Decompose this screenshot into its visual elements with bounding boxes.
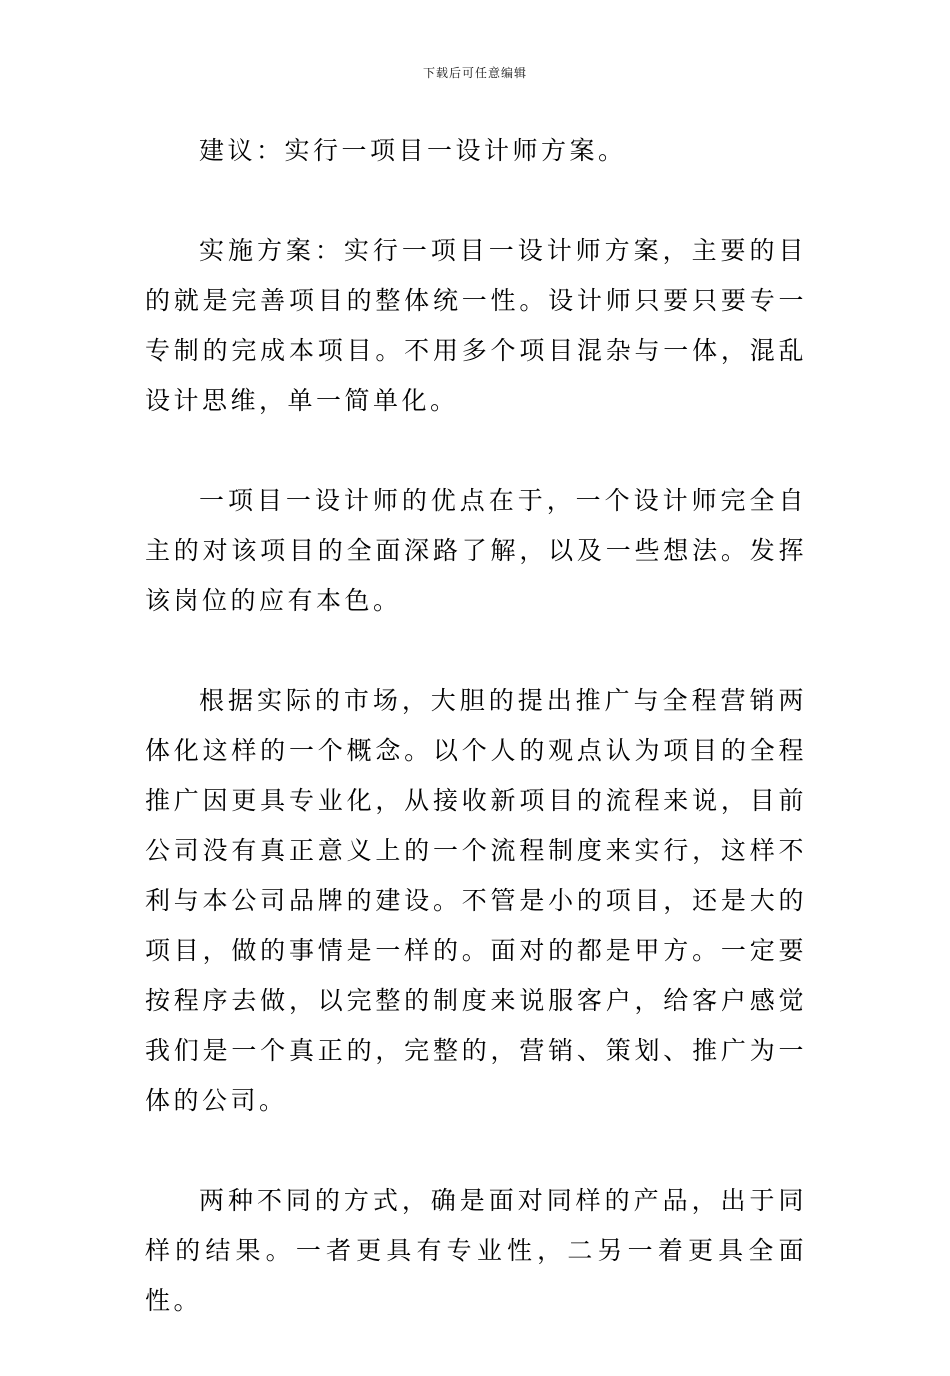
paragraph-conclusion: 两种不同的方式，确是面对同样的产品，出于同样的结果。一者更具有专业性，二另一着更具全面性。 xyxy=(145,1186,807,1315)
document-body xyxy=(145,126,807,1376)
paragraph-market-concept: 根据实际的市场，大胆的提出推广与全程营销两体化这样的一个概念。以个人的观点认为项目的全程推广因更具专业化，从接收新项目的流程来说，目前公司没有真正意义上的一个流程制度来实行，这样不利与本公司品牌的建设。不管是小的项目，还是大的项目，做的事情是一样的。面对的都是甲方。一定要按程序去做，以完整的制度来说服客户，给客户感觉我们是一个真正的，完整的，营销、策划、推广为一体的公司。 xyxy=(145,686,807,1115)
paragraph-advantages: 一项目一设计师的优点在于，一个设计师完全自主的对该项目的全面深路了解，以及一些想法。发挥该岗位的应有本色。 xyxy=(145,486,807,615)
paragraph-suggestion: 建议：实行一项目一设计师方案。 xyxy=(199,136,627,165)
page-header-note: 下载后可任意编辑 xyxy=(422,66,527,80)
paragraph-implementation-plan: 实施方案：实行一项目一设计师方案，主要的目的就是完善项目的整体统一性。设计师只要只要专一专制的完成本项目。不用多个项目混杂与一体，混乱设计思维，单一简单化。 xyxy=(145,236,807,415)
